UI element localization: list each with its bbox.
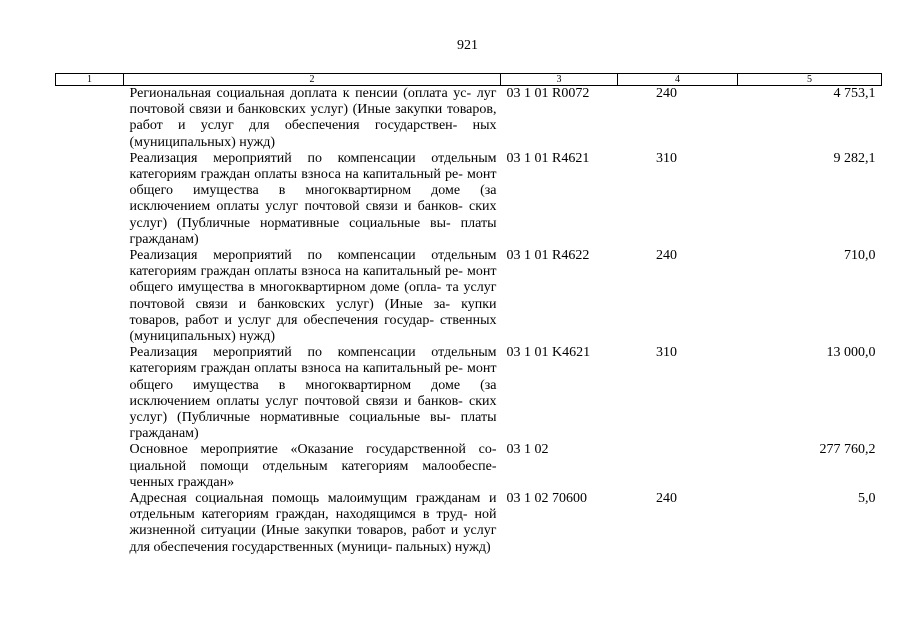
row-name: Реализация мероприятий по компенсации отдельным категориям граждан оплаты взноса на капитальный ре- монт общего имущества в многоквартирном доме (за исключением оплаты услуг почтовой связи и банков- ских услуг) (Публичные нормативные социальные вы- платы гражданам) [129, 345, 497, 442]
table-row [56, 442, 882, 491]
row-number-cell [56, 151, 124, 248]
row-number-cell [56, 442, 124, 491]
row-code: 03 1 01 R0072 [506, 86, 590, 101]
table-row [56, 151, 882, 248]
header-row [56, 74, 882, 86]
column-header-3: 3 [501, 74, 618, 86]
row-name: Реализация мероприятий по компенсации отдельным категориям граждан оплаты взноса на капитальный ре- монт общего имущества в многоквартирном доме (за исключением оплаты услуг почтовой связи и банков- ских услуг) (Публичные нормативные социальные вы- платы гражданам) [129, 150, 497, 247]
row-sum: 710,0 [844, 248, 876, 264]
table-row [56, 491, 882, 556]
row-code: 03 1 02 70600 [506, 491, 587, 507]
row-name: Реализация мероприятий по компенсации отдельным категориям граждан оплаты взноса на капитальный ре- монт общего имущества в многоквартирном доме (опла- та услуг почтовой связи и банковских услуг) (Иные за- купки товаров, работ и услуг для обеспечения государ- ственных (муниципальных) нужд) [129, 248, 497, 345]
column-header-5: 5 [738, 74, 882, 86]
table-header [56, 74, 882, 86]
page-number: 921 [457, 38, 478, 53]
row-code: 03 1 01 R4622 [506, 248, 590, 264]
row-expense-type: 240 [656, 86, 677, 101]
row-number-cell [56, 345, 124, 442]
row-sum: 13 000,0 [826, 345, 876, 361]
row-expense-type: 310 [656, 345, 677, 361]
row-sum: 5,0 [858, 491, 876, 507]
table-row [56, 345, 882, 442]
row-expense-type: 240 [656, 491, 677, 507]
row-sum: 9 282,1 [833, 150, 876, 166]
row-name: Основное мероприятие «Оказание государственной со- циальной помощи отдельным категориям малообеспе- ченных граждан» [129, 442, 497, 490]
row-code: 03 1 01 R4621 [506, 150, 590, 166]
row-number-cell [56, 86, 124, 151]
row-name: Адресная социальная помощь малоимущим гражданам и отдельным категориям граждан, находящимся в труд- ной жизненной ситуации (Иные закупки товаров, работ и услуг для обеспечения государственных (муници- пальных) нужд) [129, 491, 497, 555]
row-sum: 4 753,1 [833, 86, 876, 101]
row-number-cell [56, 248, 124, 345]
table-row [56, 248, 882, 345]
row-expense-type: 240 [656, 248, 677, 264]
table-row [56, 86, 882, 151]
row-expense-type [618, 442, 738, 491]
row-code: 03 1 02 [506, 442, 549, 458]
table-body [56, 86, 882, 556]
row-code: 03 1 01 K4621 [506, 345, 591, 361]
row-number-cell [56, 491, 124, 556]
column-header-1: 1 [56, 74, 124, 86]
budget-table [55, 73, 882, 556]
row-expense-type: 310 [656, 150, 677, 166]
row-sum: 277 760,2 [819, 442, 876, 458]
column-header-4: 4 [618, 74, 738, 86]
row-name: Региональная социальная доплата к пенсии (оплата ус- луг почтовой связи и банковских услуг) (Иные закупки товаров, работ и услуг для обеспечения государствен- ных (муниципальных) нужд) [129, 86, 497, 150]
column-header-2: 2 [124, 74, 501, 86]
